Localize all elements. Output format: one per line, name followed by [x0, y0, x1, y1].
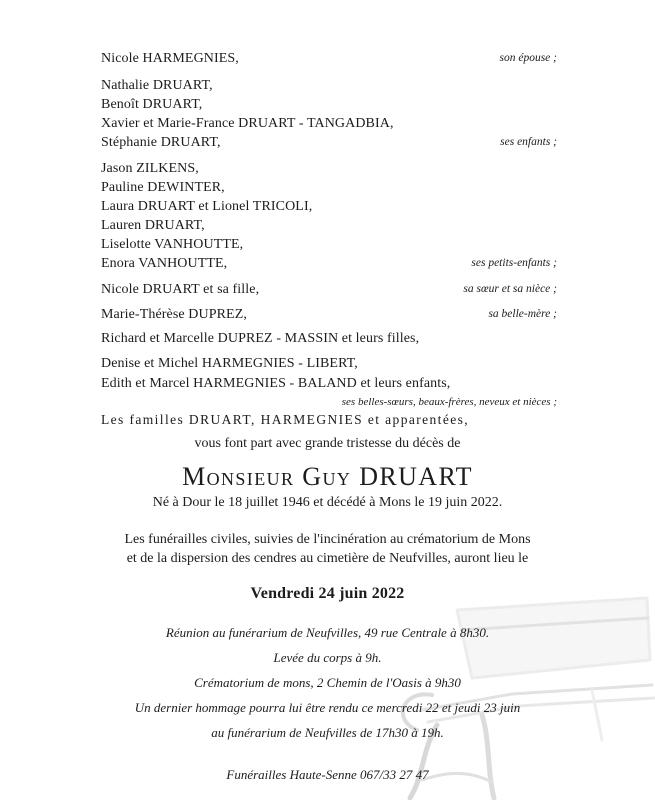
member-name: Marie-Thérèse DUPREZ, [101, 307, 247, 322]
schedule-item: Levée du corps à 9h. [273, 650, 382, 665]
member-name: Enora VANHOUTTE, [101, 256, 228, 271]
member-relation: sa belle-mère ; [488, 308, 557, 320]
family-member [101, 307, 557, 325]
funeral-details-line-2: et de la dispersion des cendres au cimetière de Neufvilles, auront lieu le [126, 551, 529, 566]
member-relation: ses petits-enfants ; [471, 257, 557, 269]
member-name: Lauren DRUART, [101, 218, 205, 233]
family-member [101, 51, 557, 69]
member-name: Laura DRUART et Lionel TRICOLI, [101, 199, 313, 214]
family-member [101, 135, 557, 153]
family-member [101, 199, 557, 217]
undertaker-contact: Funérailles Haute-Senne 067/33 27 47 [226, 767, 429, 782]
family-member [101, 256, 557, 274]
family-member [101, 78, 557, 96]
member-relation: sa sœur et sa nièce ; [463, 283, 557, 295]
schedule-item: Crématorium de mons, 2 Chemin de l'Oasis à 9h30 [194, 675, 461, 690]
member-relation: son épouse ; [499, 52, 557, 64]
birth-death-dates: Né à Dour le 18 juillet 1946 et décédé à Mons le 19 juin 2022. [152, 495, 503, 510]
schedule-item: Réunion au funérarium de Neufvilles, 49 rue Centrale à 8h30. [165, 625, 490, 640]
deceased-surname: DRUART [359, 462, 473, 491]
member-name: Nicole HARMEGNIES, [101, 51, 239, 66]
member-name: Richard et Marcelle DUPREZ - MASSIN et leurs filles, [101, 331, 420, 346]
extended-family-relation: ses belles-sœurs, beaux-frères, neveux et nièces ; [341, 396, 557, 408]
schedule-item: Un dernier hommage pourra lui être rendu ce mercredi 22 et jeudi 23 juin [134, 700, 521, 715]
schedule-item: au funérarium de Neufvilles de 17h30 à 19h. [211, 725, 444, 740]
member-name: Liselotte VANHOUTTE, [101, 237, 244, 252]
deceased-name [0, 462, 655, 492]
families-line: Les familles DRUART, HARMEGNIES et apparentées, [101, 412, 470, 427]
member-relation: ses enfants ; [500, 136, 557, 148]
family-member [101, 218, 557, 236]
family-member [101, 237, 557, 255]
family-member [101, 376, 557, 394]
member-name: Pauline DEWINTER, [101, 180, 225, 195]
family-member [101, 116, 557, 134]
family-member [101, 331, 557, 349]
member-name: Stéphanie DRUART, [101, 135, 221, 150]
member-name: Benoît DRUART, [101, 97, 203, 112]
family-member [101, 282, 557, 300]
announcement: vous font part avec grande tristesse du décès de [194, 436, 461, 451]
member-name: Nicole DRUART et sa fille, [101, 282, 260, 297]
member-name: Edith et Marcel HARMEGNIES - BALAND et leurs enfants, [101, 376, 451, 391]
member-name: Nathalie DRUART, [101, 78, 213, 93]
family-member [101, 180, 557, 198]
funeral-date: Vendredi 24 juin 2022 [250, 585, 405, 602]
deceased-title: Monsieur Guy [182, 462, 352, 491]
family-member [101, 161, 557, 179]
family-member [101, 356, 557, 374]
member-name: Xavier et Marie-France DRUART - TANGADBIA, [101, 116, 394, 131]
funeral-details-line-1: Les funérailles civiles, suivies de l'incinération au crématorium de Mons [124, 532, 531, 547]
family-member [101, 97, 557, 115]
member-name: Denise et Michel HARMEGNIES - LIBERT, [101, 356, 358, 371]
member-name: Jason ZILKENS, [101, 161, 199, 176]
